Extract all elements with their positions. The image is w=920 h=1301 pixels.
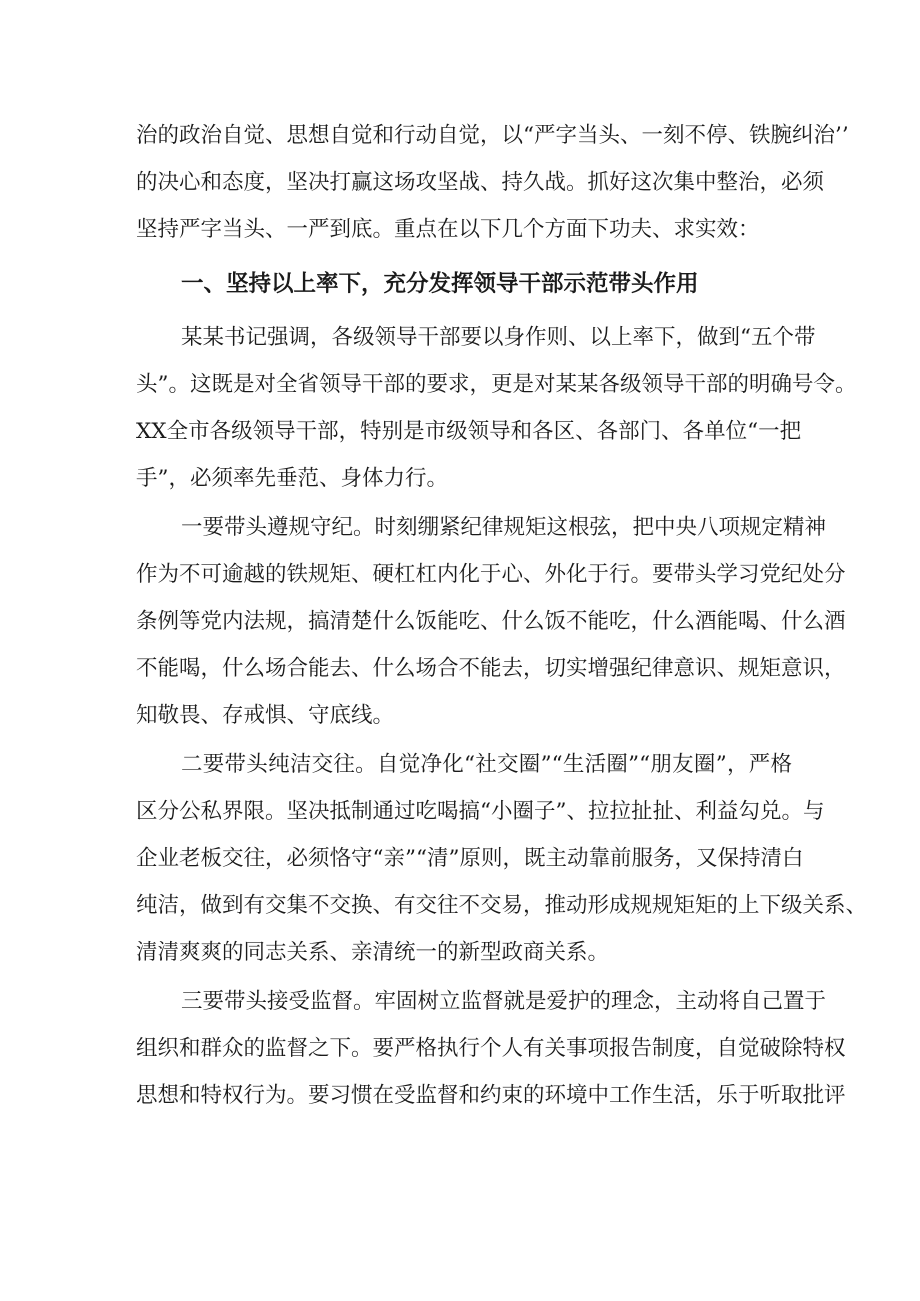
paragraph-3 xyxy=(136,741,868,976)
text-line: 知敬畏、存戒惧、守底线。 xyxy=(136,703,395,728)
text-line: 作为不可逾越的铁规矩、硬杠杠内化于心、外化于行。要带头学习党纪处分 xyxy=(136,562,846,587)
paragraph-1 xyxy=(136,314,857,502)
text-line: 纯洁，做到有交集不交换、有交往不交易，推动形成规规矩矩的上下级关系、 xyxy=(136,893,868,918)
text-line: 坚持严字当头、一严到底。重点在以下几个方面下功夫、求实效： xyxy=(136,217,760,242)
text-line: 思想和特权行为。要习惯在受监督和约束的环境中工作生活，乐于听取批评 xyxy=(136,1083,846,1108)
text-line: 不能喝，什么场合能去、什么场合不能去，切实增强纪律意识、规矩意识， xyxy=(136,656,846,681)
text-line: 某某书记强调，各级领导干部要以身作则、以上率下，做到“五个带 xyxy=(181,325,816,350)
text-line: 组织和群众的监督之下。要严格执行个人有关事项报告制度，自觉破除特权 xyxy=(136,1036,846,1061)
text-line: 一要带头遵规守纪。时刻绷紧纪律规矩这根弦，把中央八项规定精神 xyxy=(181,515,827,540)
intro-paragraph xyxy=(136,112,849,253)
text-line: 区分公私界限。坚决抵制通过吃喝搞“小圈子”、拉拉扯扯、利益勾兑。与 xyxy=(136,799,825,824)
text-line: 三要带头接受监督。牢固树立监督就是爱护的理念，主动将自己置于 xyxy=(181,989,827,1014)
text-line: 头”。这既是对全省领导干部的要求，更是对某某各级领导干部的明确号令。 xyxy=(136,372,857,397)
text-line: 企业老板交往，必须恪守“亲”“清”原则，既主动靠前服务，又保持清白 xyxy=(136,846,804,871)
text-line: 清清爽爽的同志关系、亲清统一的新型政商关系。 xyxy=(136,940,610,965)
paragraph-4 xyxy=(136,978,846,1119)
paragraph-2 xyxy=(136,504,846,739)
text-line: 二要带头纯洁交往。自觉净化“社交圈”“生活圈”“朋友圈”，严格 xyxy=(181,752,792,777)
text-line: 条例等党内法规，搞清楚什么饭能吃、什么饭不能吃，什么酒能喝、什么酒 xyxy=(136,609,846,634)
text-line: XX全市各级领导干部，特别是市级领导和各区、各部门、各单位“一把 xyxy=(136,419,802,444)
text-line: 手”，必须率先垂范、身体力行。 xyxy=(136,466,448,491)
text-line: 的决心和态度，坚决打赢这场攻坚战、持久战。抓好这次集中整治，必须 xyxy=(136,170,825,195)
document-body xyxy=(136,112,868,1119)
section-heading: 一、坚持以上率下，充分发挥领导干部示范带头作用 xyxy=(181,271,699,297)
text-line: 治的政治自觉、思想自觉和行动自觉，以“严字当头、一刻不停、铁腕纠治’’ xyxy=(136,123,849,148)
